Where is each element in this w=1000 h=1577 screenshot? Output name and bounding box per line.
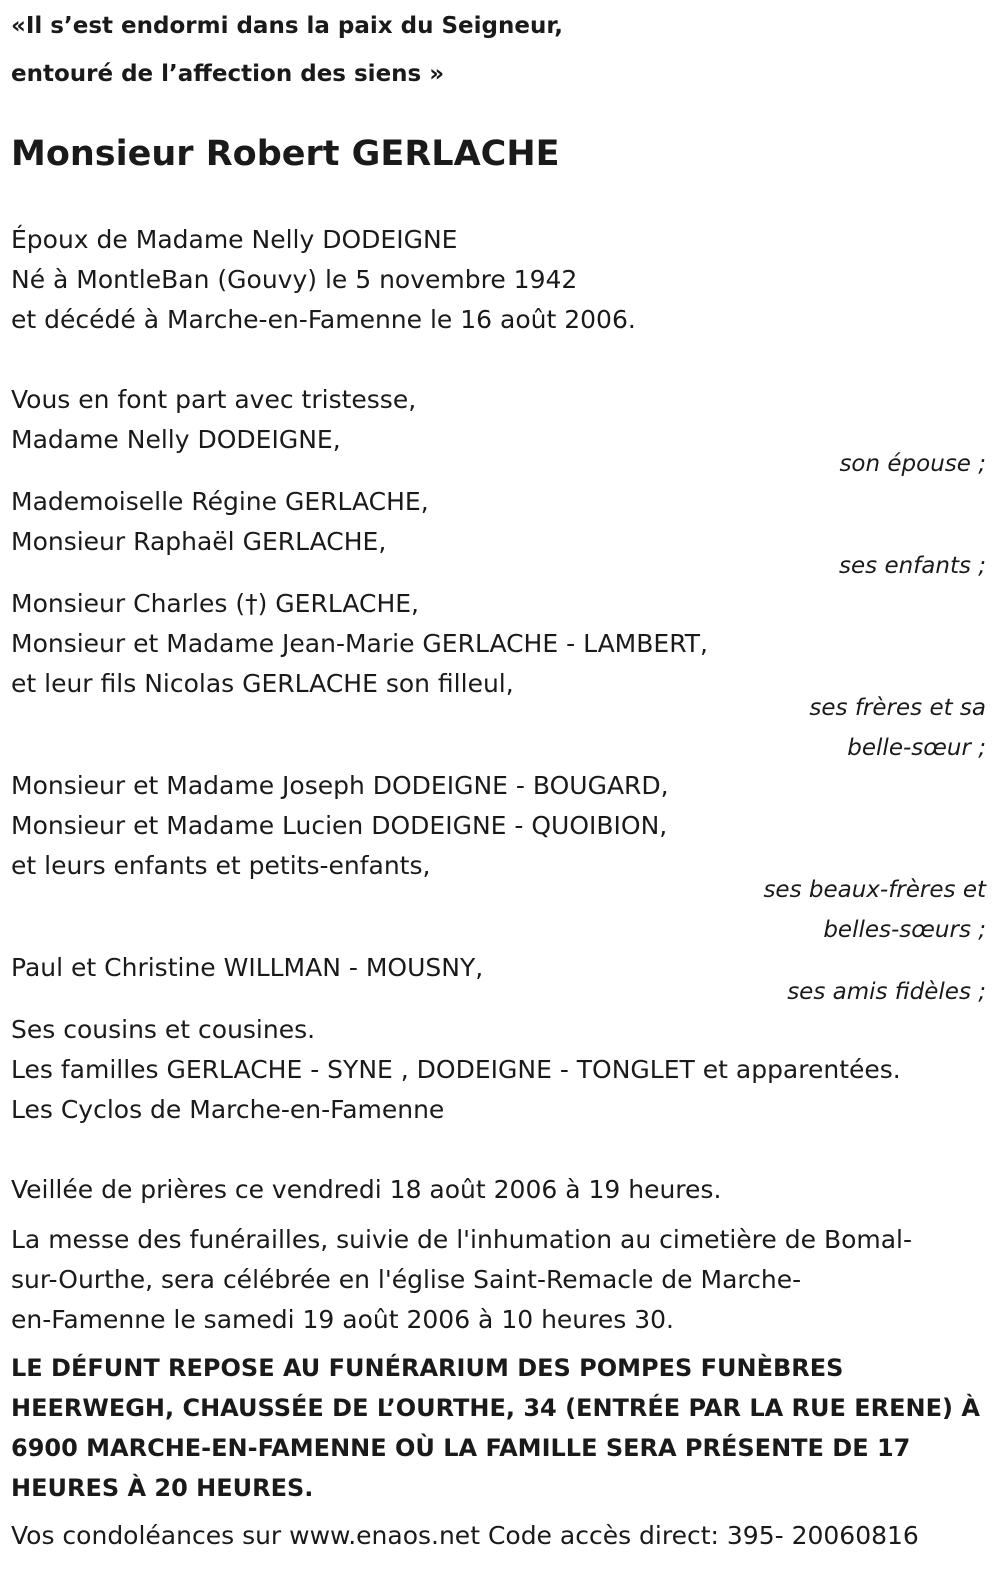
spouse-name: Madame Nelly DODEIGNE, — [11, 425, 341, 454]
condolences-text: Vos condoléances sur www.enaos.net Code accès direct: 395- 20060816 — [11, 1521, 919, 1550]
child-1: Mademoiselle Régine GERLACHE, — [11, 487, 429, 516]
vigil-text: Veillée de prières ce vendredi 18 août 2006 à 19 heures. — [11, 1175, 722, 1204]
quote-line-2: entouré de l’affection des siens » — [11, 61, 445, 87]
sibling-2: Monsieur et Madame Jean-Marie GERLACHE - LAMBERT, — [11, 629, 708, 658]
bio-line-2: Né à MontleBan (Gouvy) le 5 novembre 1942 — [11, 265, 578, 294]
funeral-home-line-4: HEURES À 20 HEURES. — [11, 1474, 314, 1502]
children-relation: ses enfants ; — [839, 553, 986, 579]
intro-text: Vous en font part avec tristesse, — [11, 385, 417, 414]
quote-line-1: «Il s’est endormi dans la paix du Seigneur, — [11, 13, 564, 39]
funeral-home-line-1: LE DÉFUNT REPOSE AU FUNÉRARIUM DES POMPES FUNÈBRES — [11, 1354, 844, 1382]
friends-relation: ses amis fidèles ; — [787, 979, 986, 1005]
sibling-3: et leur fils Nicolas GERLACHE son filleul, — [11, 669, 514, 698]
siblings-relation-1: ses frères et sa — [809, 695, 986, 721]
in-law-3: et leurs enfants et petits-enfants, — [11, 851, 431, 880]
mass-line-3: en-Famenne le samedi 19 août 2006 à 10 heures 30. — [11, 1305, 674, 1334]
siblings-relation-2: belle-sœur ; — [847, 735, 986, 761]
others-line-2: Les familles GERLACHE - SYNE , DODEIGNE - TONGLET et apparentées. — [11, 1055, 901, 1084]
bio-line-3: et décédé à Marche-en-Famenne le 16 août 2006. — [11, 305, 636, 334]
sibling-1: Monsieur Charles (†) GERLACHE, — [11, 589, 419, 618]
in-laws-relation-2: belles-sœurs ; — [823, 917, 986, 943]
mass-line-1: La messe des funérailles, suivie de l'inhumation au cimetière de Bomal- — [11, 1225, 913, 1254]
funeral-home-line-3: 6900 MARCHE-EN-FAMENNE OÙ LA FAMILLE SERA PRÉSENTE DE 17 — [11, 1434, 911, 1462]
bio-line-1: Époux de Madame Nelly DODEIGNE — [11, 225, 458, 254]
deceased-name: Monsieur Robert GERLACHE — [11, 134, 560, 174]
in-laws-relation-1: ses beaux-frères et — [763, 877, 986, 903]
spouse-relation: son épouse ; — [839, 451, 986, 477]
in-law-1: Monsieur et Madame Joseph DODEIGNE - BOUGARD, — [11, 771, 669, 800]
in-law-2: Monsieur et Madame Lucien DODEIGNE - QUOIBION, — [11, 811, 668, 840]
mass-line-2: sur-Ourthe, sera célébrée en l'église Saint-Remacle de Marche- — [11, 1265, 802, 1294]
others-line-1: Ses cousins et cousines. — [11, 1015, 316, 1044]
funeral-home-line-2: HEERWEGH, CHAUSSÉE DE L’OURTHE, 34 (ENTRÉE PAR LA RUE ERENE) À — [11, 1394, 980, 1422]
child-2: Monsieur Raphaël GERLACHE, — [11, 527, 387, 556]
others-line-3: Les Cyclos de Marche-en-Famenne — [11, 1095, 445, 1124]
friends-name: Paul et Christine WILLMAN - MOUSNY, — [11, 953, 484, 982]
